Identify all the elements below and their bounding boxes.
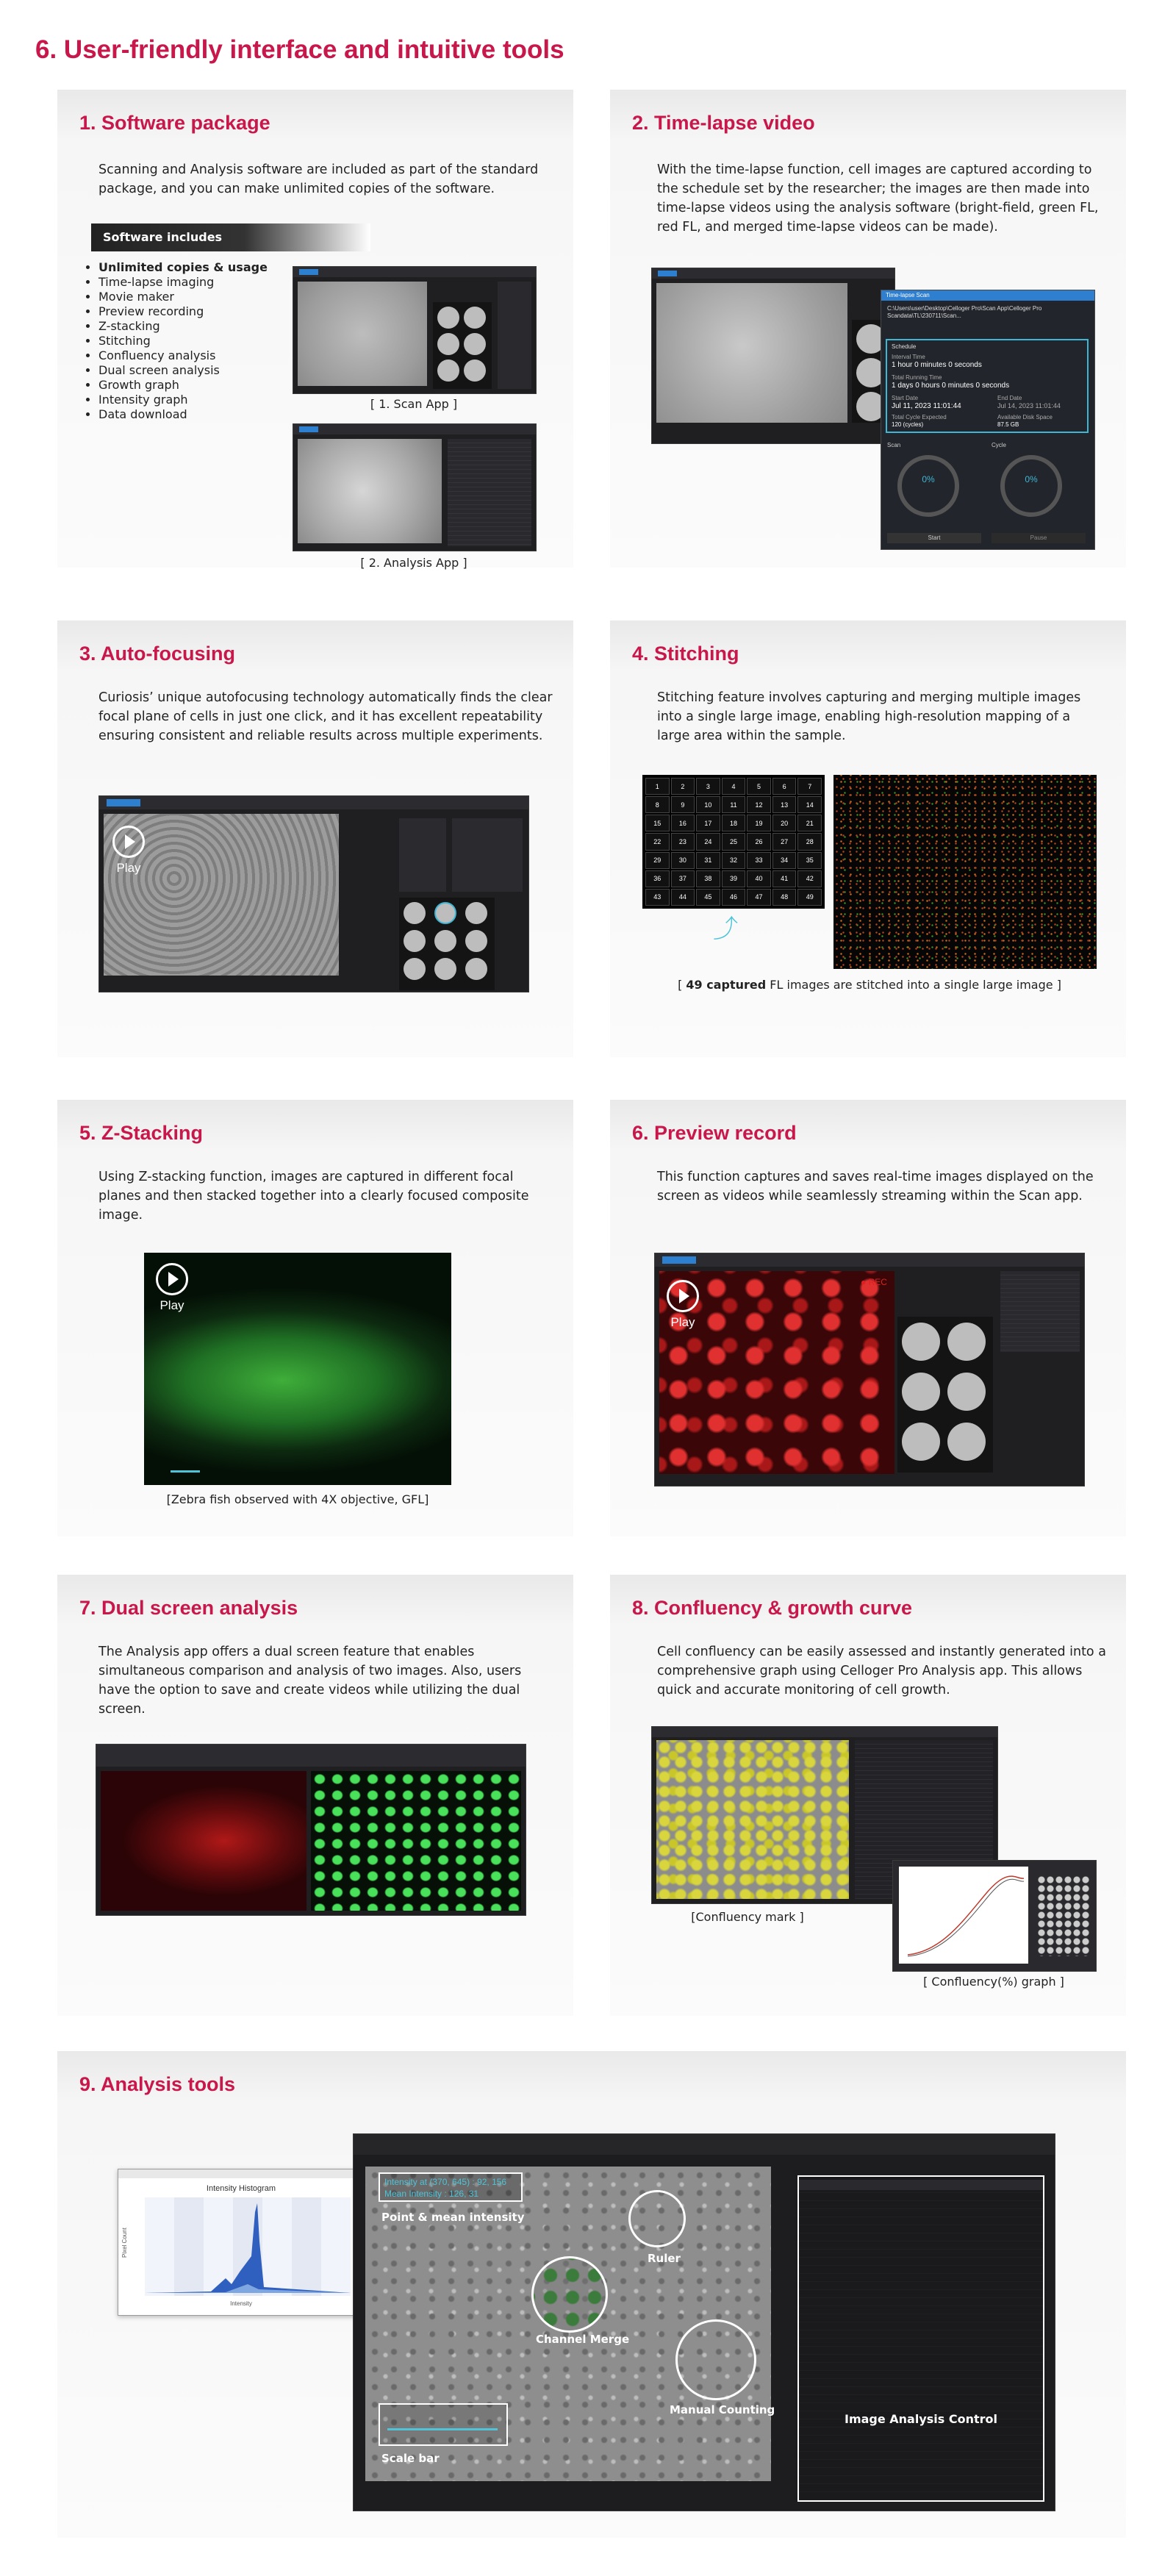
intensity-readout — [379, 2172, 523, 2202]
histogram-ylabel: Pixel Count — [121, 2228, 128, 2258]
stitch-tile: 22 — [645, 833, 670, 850]
scale-bar-label: Scale bar — [381, 2452, 440, 2465]
arrow-icon: ⤴ — [713, 915, 738, 943]
play-label: Play — [116, 861, 141, 875]
dialog-title: Time-lapse Scan — [881, 290, 1094, 301]
scan-app-screenshot — [654, 1253, 1085, 1486]
red-fl-image — [101, 1771, 306, 1911]
stitch-tile: 16 — [671, 815, 695, 831]
section-title: 5. Z-Stacking — [79, 1122, 204, 1144]
disk-space-value: 87.5 GB — [997, 421, 1019, 428]
play-button[interactable] — [661, 1280, 705, 1330]
confluency-graph-screenshot — [892, 1860, 1097, 1972]
cycle-value: 120 (cycles) — [892, 421, 924, 428]
channel-merge-circle — [531, 2256, 608, 2333]
play-button[interactable] — [150, 1263, 194, 1313]
section-confluency — [610, 1575, 1126, 2016]
histogram-chart — [145, 2197, 351, 2296]
software-feature-item: • Unlimited copies & usage — [98, 260, 290, 275]
channel-merge-label: Channel Merge — [536, 2333, 630, 2346]
software-feature-item: • Stitching — [98, 334, 290, 348]
growth-curve-svg — [899, 1867, 1028, 1964]
manual-counting-label: Manual Counting — [670, 2403, 775, 2416]
section-dual-screen — [57, 1575, 573, 2016]
play-label: Play — [670, 1315, 695, 1329]
software-feature-item: • Confluency analysis — [98, 348, 290, 363]
scan-app-screenshot — [651, 268, 895, 444]
section-description: This function captures and saves real-time images displayed on the screen as videos while seamlessly streaming within the Scan app. — [657, 1170, 1094, 1203]
stitch-tile: 30 — [671, 852, 695, 869]
point-intensity-label: Point & mean intensity — [381, 2211, 525, 2224]
stitch-tile: 9 — [671, 796, 695, 813]
stitch-tile: 14 — [797, 796, 822, 813]
stitch-tile: 6 — [772, 778, 797, 795]
stitch-tile: 25 — [722, 833, 746, 850]
section-title: 9. Analysis tools — [79, 2073, 236, 2095]
stitch-tile: 40 — [747, 870, 771, 887]
stitch-tile: 44 — [671, 889, 695, 906]
stitch-tile: 15 — [645, 815, 670, 831]
ruler-circle — [628, 2190, 686, 2247]
scan-progress-value: 0% — [922, 474, 935, 484]
stitch-tile: 29 — [645, 852, 670, 869]
scan-app-caption: [ 1. Scan App ] — [370, 397, 458, 411]
section-time-lapse — [610, 90, 1126, 568]
stitch-tile: 5 — [747, 778, 771, 795]
stitched-image — [833, 775, 1097, 969]
stitch-tile: 46 — [722, 889, 746, 906]
scan-label: Scan — [887, 442, 901, 448]
section-z-stacking — [57, 1100, 573, 1536]
section-title: 7. Dual screen analysis — [79, 1597, 298, 1619]
stitch-tile: 13 — [772, 796, 797, 813]
image-analysis-control-panel[interactable] — [797, 2175, 1044, 2502]
cycle-title: Cycle — [992, 442, 1007, 448]
scale-bar-box — [379, 2403, 508, 2446]
stitch-tile: 4 — [722, 778, 746, 795]
pause-button[interactable]: Pause — [992, 533, 1086, 543]
manual-counting-circle — [675, 2319, 756, 2400]
software-includes-tag: Software includes — [91, 223, 370, 251]
mean-intensity: Mean Intensity : 126, 31 — [384, 2189, 479, 2199]
stitch-tile: 27 — [772, 833, 797, 850]
caption-bold: 49 captured — [686, 978, 767, 992]
caption-prefix: [ — [678, 978, 686, 992]
stitch-tile: 41 — [772, 870, 797, 887]
stitch-tile: 45 — [696, 889, 720, 906]
stitch-tile: 2 — [671, 778, 695, 795]
scale-bar — [171, 1470, 200, 1473]
section-title: 1. Software package — [79, 112, 270, 134]
stitch-tile: 11 — [722, 796, 746, 813]
section-software-package — [57, 90, 573, 568]
stitch-tile: 12 — [747, 796, 771, 813]
interval-label: Interval Time — [892, 354, 925, 360]
histogram-title: Intensity Histogram — [206, 2184, 276, 2193]
stitch-tile: 42 — [797, 870, 822, 887]
section-stitching — [610, 620, 1126, 1057]
stitch-tile: 34 — [772, 852, 797, 869]
confluency-graph — [899, 1867, 1028, 1964]
section-analysis-tools — [57, 2051, 1126, 2538]
section-title: 3. Auto-focusing — [79, 643, 235, 665]
intensity-histogram-window — [118, 2169, 365, 2316]
stitch-tile: 35 — [797, 852, 822, 869]
analysis-app-screenshot — [293, 423, 537, 551]
scan-app-screenshot — [98, 795, 529, 992]
total-value[interactable]: 1 days 0 hours 0 minutes 0 seconds — [892, 382, 1010, 390]
time-lapse-dialog — [881, 290, 1095, 550]
section-preview-record — [610, 1100, 1126, 1536]
rec-label: REC — [868, 1277, 887, 1287]
page-title: 6. User-friendly interface and intuitive tools — [35, 35, 564, 64]
section-description: Stitching feature involves capturing and merging multiple images into a single large image, enabling high-resolution mapping of a large area within the sample. — [657, 690, 1081, 743]
confluency-graph-caption: [ Confluency(%) graph ] — [923, 1975, 1064, 1989]
stitch-tile: 10 — [696, 796, 720, 813]
stitch-tile-grid — [642, 775, 825, 909]
section-title: 6. Preview record — [632, 1122, 797, 1144]
cycle-label: Total Cycle Expected — [892, 414, 947, 421]
stitch-tile: 36 — [645, 870, 670, 887]
section-description: Cell confluency can be easily assessed and instantly generated into a comprehensive graph using Celloger Pro Analysis app. This allows quick and accurate monitoring of cell growth. — [657, 1645, 1106, 1697]
image-analysis-control-label: Image Analysis Control — [844, 2412, 998, 2426]
play-button[interactable] — [107, 826, 151, 876]
software-feature-item: • Intensity graph — [98, 393, 290, 407]
analysis-app-caption: [ 2. Analysis App ] — [360, 556, 467, 570]
section-description: Scanning and Analysis software are included as part of the standard package, and you can make unlimited copies of the software. — [98, 162, 539, 196]
caption-suffix: FL images are stitched into a single large image ] — [766, 978, 1061, 992]
stitch-tile: 20 — [772, 815, 797, 831]
stitch-tile: 17 — [696, 815, 720, 831]
stitch-tile: 43 — [645, 889, 670, 906]
schedule-label: Schedule — [892, 343, 917, 350]
intensity-at-point: Intensity at (370, 645) : 92, 156 — [384, 2177, 507, 2187]
dialog-path: C:\Users\user\Desktop\Celloger Pro\Scan App\Celloger Pro Scandata\TL\230711\Scan... — [887, 305, 1042, 319]
section-title: 4. Stitching — [632, 643, 739, 665]
stitch-tile: 38 — [696, 870, 720, 887]
software-feature-item: • Preview recording — [98, 304, 290, 319]
stitch-tile: 49 — [797, 889, 822, 906]
scan-progress-ring — [897, 455, 959, 517]
schedule-box — [886, 339, 1089, 433]
cycle-progress-ring — [1000, 455, 1062, 517]
section-description: Using Z-stacking function, images are captured in different focal planes and then stacked together into a clearly focused composite image. — [98, 1170, 529, 1223]
stitch-tile: 37 — [671, 870, 695, 887]
histogram-xlabel: Intensity — [230, 2300, 252, 2307]
software-feature-list — [76, 260, 290, 422]
total-label: Total Running Time — [892, 374, 942, 381]
section-description: Curiosis’ unique autofocusing technology automatically finds the clear focal plane of cells in just one click, and it has excellent repeatability ensuring consistent and reliable results across multiple experiments. — [98, 690, 553, 743]
disk-space-label: Available Disk Space — [997, 414, 1053, 421]
stitch-tile: 48 — [772, 889, 797, 906]
stitch-tile: 24 — [696, 833, 720, 850]
section-description: With the time-lapse function, cell images are captured according to the schedule set by the researcher; the images are then made into time-lapse videos using the analysis software (bright-field, green FL, red FL, and merged time-lapse videos can be made). — [657, 162, 1099, 235]
stitch-tile: 18 — [722, 815, 746, 831]
software-feature-item: • Movie maker — [98, 290, 290, 304]
start-button[interactable]: Start — [887, 533, 981, 543]
software-feature-item: • Data download — [98, 407, 290, 422]
stitch-tile: 32 — [722, 852, 746, 869]
stitch-tile: 47 — [747, 889, 771, 906]
zebrafish-image — [144, 1253, 451, 1485]
ruler-label: Ruler — [648, 2252, 681, 2265]
stitch-tile: 39 — [722, 870, 746, 887]
end-value: Jul 14, 2023 11:01:44 — [997, 402, 1061, 409]
software-feature-item: • Z-stacking — [98, 319, 290, 334]
stitch-tile: 7 — [797, 778, 822, 795]
stitch-tile: 28 — [797, 833, 822, 850]
software-feature-item: • Growth graph — [98, 378, 290, 393]
stitching-caption — [642, 978, 1097, 992]
stitch-tile: 8 — [645, 796, 670, 813]
software-feature-item: • Dual screen analysis — [98, 363, 290, 378]
stitch-tile: 23 — [671, 833, 695, 850]
section-auto-focusing — [57, 620, 573, 1057]
analysis-app-screenshot — [96, 1744, 526, 1916]
cycle-progress-value: 0% — [1025, 474, 1038, 484]
start-label: Start Date — [892, 395, 919, 401]
stitch-tile: 1 — [645, 778, 670, 795]
zebrafish-caption: [Zebra fish observed with 4X objective, GFL] — [166, 1492, 429, 1506]
stitch-tile: 33 — [747, 852, 771, 869]
software-feature-item: • Time-lapse imaging — [98, 275, 290, 290]
stitch-tile: 31 — [696, 852, 720, 869]
stitch-tile: 21 — [797, 815, 822, 831]
section-title: 2. Time-lapse video — [632, 112, 815, 134]
confluency-mark-image — [656, 1740, 849, 1899]
interval-value[interactable]: 1 hour 0 minutes 0 seconds — [892, 361, 982, 369]
section-title: 8. Confluency & growth curve — [632, 1597, 913, 1619]
play-label: Play — [159, 1298, 184, 1312]
section-description: The Analysis app offers a dual screen feature that enables simultaneous comparison and analysis of two images. Also, users have the option to save and create videos while utilizing the dual screen. — [98, 1645, 522, 1717]
scan-app-screenshot — [293, 266, 537, 394]
green-fl-image — [311, 1771, 521, 1911]
well-plate-map — [1037, 1875, 1090, 1956]
stitch-tile: 26 — [747, 833, 771, 850]
stitch-tile: 3 — [696, 778, 720, 795]
start-value[interactable]: Jul 11, 2023 11:01:44 — [892, 402, 961, 410]
end-label: End Date — [997, 395, 1022, 401]
rec-indicator: ● REC — [861, 1277, 887, 1287]
confluency-mark-caption: [Confluency mark ] — [691, 1910, 804, 1924]
stitch-tile: 19 — [747, 815, 771, 831]
analysis-app-screenshot — [353, 2133, 1055, 2511]
